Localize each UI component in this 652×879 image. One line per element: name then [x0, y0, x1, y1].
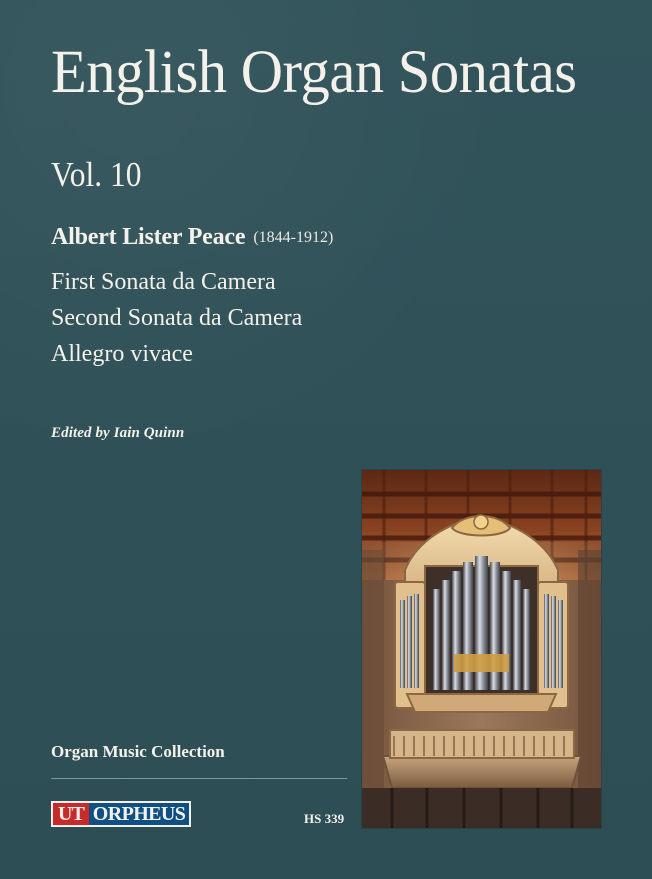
publisher-logo [51, 801, 191, 827]
publisher-logo-part-b: ORPHEUS [89, 803, 189, 825]
volume-number: Vol. 10 [51, 155, 142, 194]
work-item: Second Sonata da Camera [51, 305, 303, 331]
catalog-number: HS 339 [304, 811, 345, 826]
cover-title: English Organ Sonatas [51, 39, 577, 106]
composer-dates: (1844-1912) [253, 229, 334, 246]
divider-line [51, 778, 347, 779]
editor-credit: Edited by Iain Quinn [51, 425, 185, 441]
collection-name: Organ Music Collection [51, 742, 225, 761]
works-list [51, 264, 302, 372]
publisher-logo-part-a: UT [53, 803, 89, 825]
composer-name: Albert Lister Peace [51, 224, 246, 250]
work-item: First Sonata da Camera [51, 269, 276, 295]
organ-photo [362, 470, 601, 828]
composer-line [51, 225, 333, 249]
work-item: Allegro vivace [51, 341, 193, 367]
